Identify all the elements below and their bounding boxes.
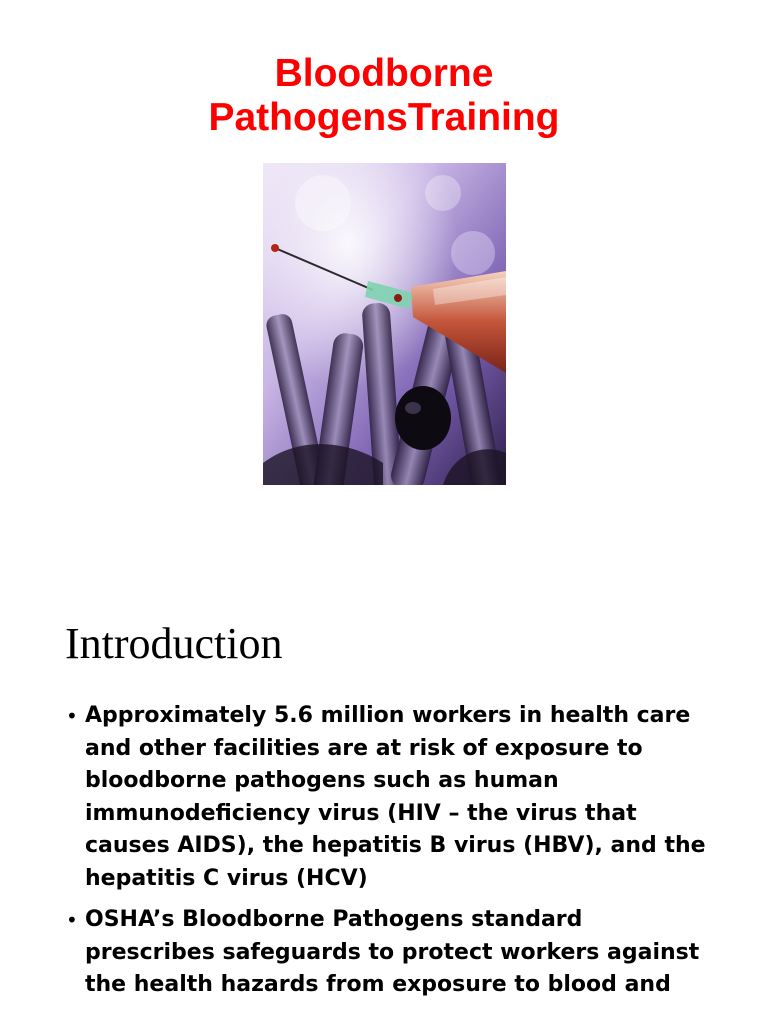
- title-line-1: Bloodborne: [274, 52, 494, 95]
- bullet-line: OSHA’s Bloodborne Pathogens standard: [85, 907, 583, 932]
- bullet-item-exposure: [66, 700, 726, 895]
- title-line-2: PathogensTraining: [208, 96, 560, 139]
- bullet-icon: •: [66, 704, 78, 728]
- bullet-line: hepatitis C virus (HCV): [85, 865, 368, 891]
- bullet-item-osha-standard: [66, 904, 726, 1002]
- bullet-line: immunodeficiency virus (HIV – the virus that: [85, 800, 637, 826]
- bullet-line: and other facilities are at risk of exposure to: [85, 735, 643, 761]
- bullet-line: the health hazards from exposure to blood and: [85, 972, 671, 997]
- page-title: [0, 52, 768, 140]
- bullet-line: causes AIDS), the hepatitis B virus (HBV), and the: [85, 833, 706, 858]
- bullet-list: [66, 700, 726, 1011]
- syringe-photo: [263, 163, 506, 485]
- bullet-line: Approximately 5.6 million workers in health care: [85, 703, 691, 728]
- section-heading: Introduction: [65, 619, 283, 668]
- bullet-line: prescribes safeguards to protect workers against: [85, 939, 700, 965]
- bullet-icon: •: [66, 908, 78, 932]
- bullet-line: bloodborne pathogens such as human: [85, 768, 559, 793]
